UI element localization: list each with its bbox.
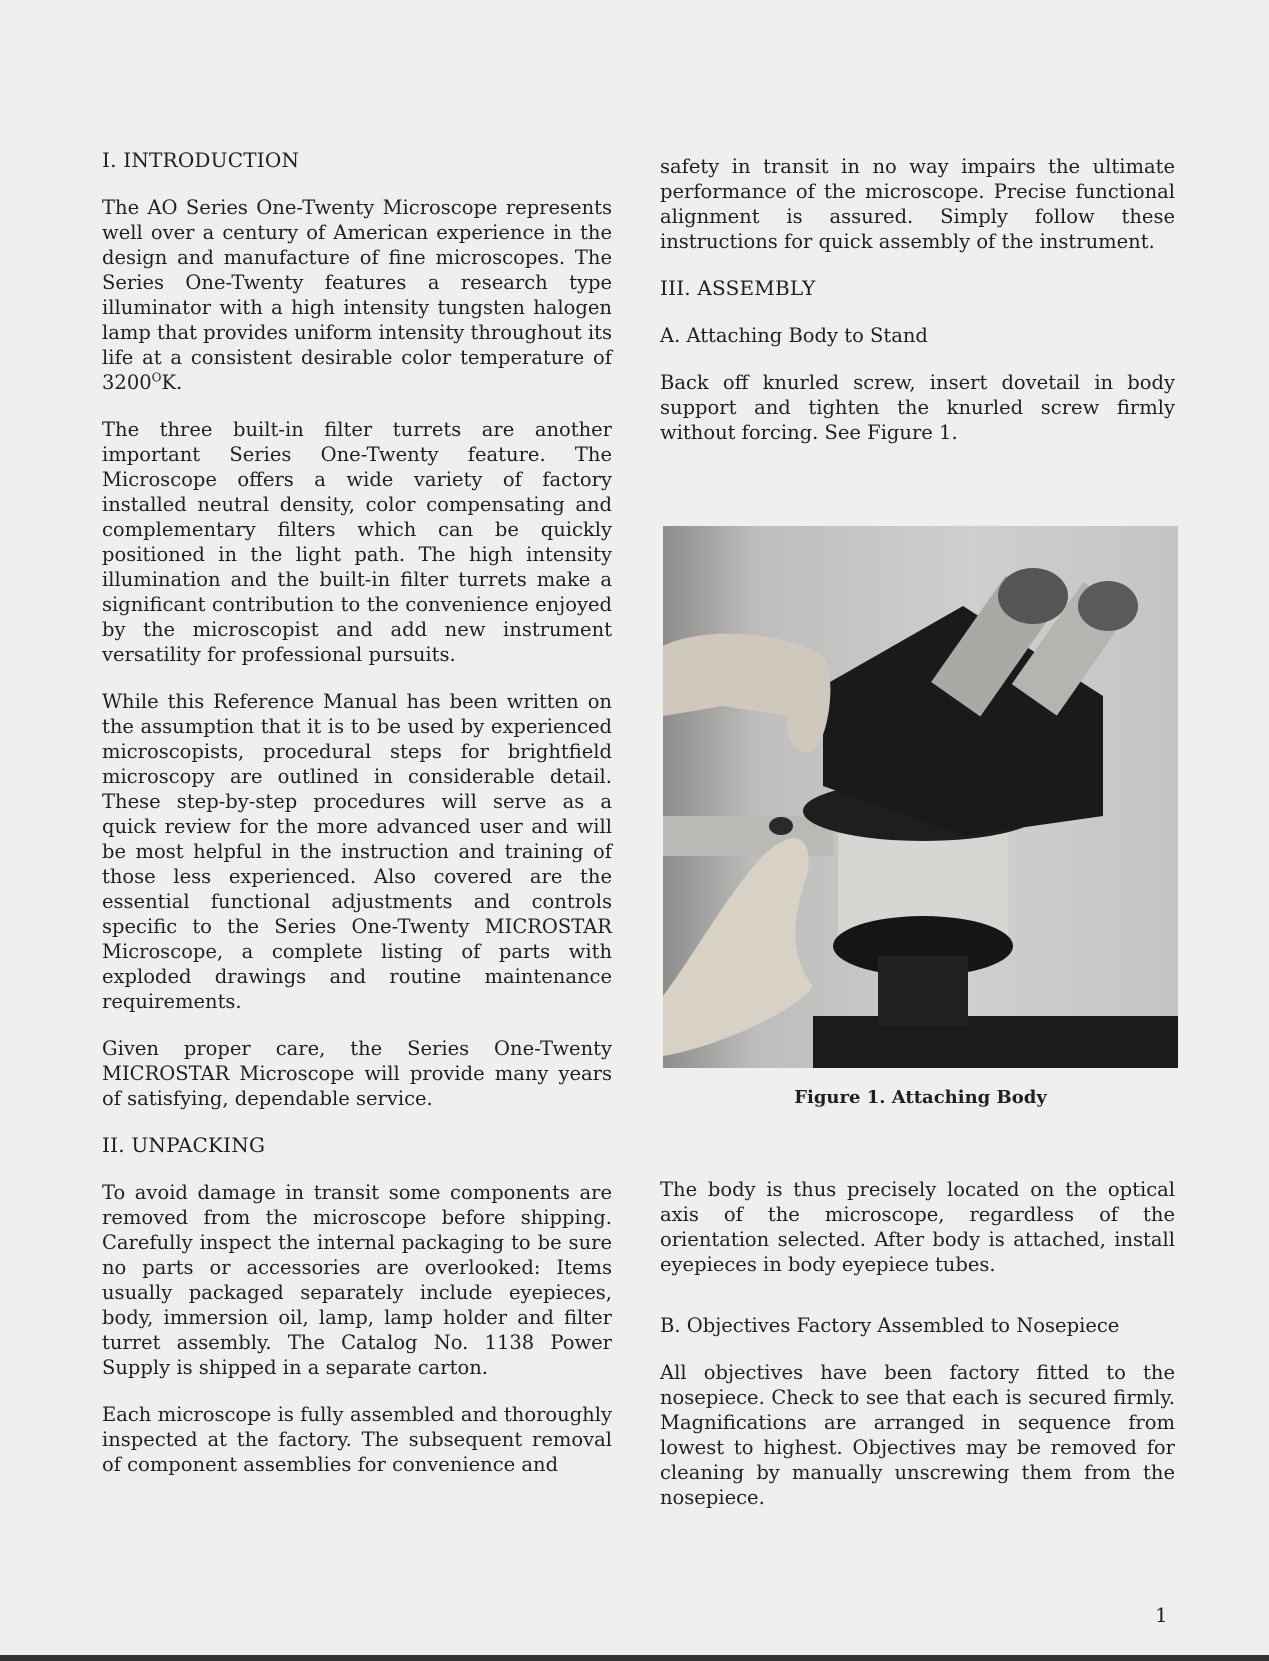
- objectives-subheading: B. Objectives Factory Assembled to Nosepiece: [660, 1314, 1120, 1337]
- eyepiece-left: [998, 568, 1068, 624]
- right-column: [660, 154, 1175, 467]
- intro-p1-text: The AO Series One-Twenty Microscope represents well over a century of American experience in the design and manufacture of fine microscopes. The Series One-Twenty features a research type illuminator with a high intensity tungsten halogen lamp that provides uniform intensity throughout its life at a consistent desirable color temperature of 3200: [102, 196, 612, 394]
- attaching-body-paragraph: Back off knurled screw, insert dovetail in body support and tighten the knurled screw firmly without forcing. See Figure 1.: [660, 371, 1175, 444]
- figure-caption: Figure 1. Attaching Body: [794, 1087, 1047, 1108]
- knurled-screw: [769, 817, 793, 835]
- objective: [878, 956, 968, 1026]
- upper-hand: [663, 634, 830, 752]
- intro-p1-end: K.: [161, 371, 183, 394]
- degree-mark: O: [151, 370, 162, 385]
- body-location-paragraph: The body is thus precisely located on the optical axis of the microscope, regardless of the orientation selected. After body is attached, install eyepieces in body eyepiece tubes.: [660, 1178, 1175, 1276]
- unpacking-heading: II. UNPACKING: [102, 1133, 266, 1157]
- continued-paragraph: safety in transit in no way impairs the ultimate performance of the microscope. Precise functional alignment is assured. Simply follow these instructions for quick assembly of the instrument.: [660, 155, 1175, 253]
- introduction-heading: I. INTRODUCTION: [102, 148, 300, 172]
- stand-base: [813, 1016, 1178, 1068]
- introduction-paragraph-3: While this Reference Manual has been written on the assumption that it is to be used by experienced microscopists, procedural steps for brightfield microscopy are outlined in considerable detail. These step-by-step procedures will serve as a quick review for the more advanced user and will be most helpful in the instruction and training of those less experienced. Also covered are the essential functional adjustments and controls specific to the Series One-Twenty MICROSTAR Microscope, a complete listing of parts with exploded drawings and routine maintenance requirements.: [102, 690, 612, 1013]
- unpacking-paragraph-2: Each microscope is fully assembled and thoroughly inspected at the factory. The subsequent removal of component assemblies for convenience and: [102, 1403, 612, 1476]
- microscope-photo-illustration: [663, 526, 1178, 1068]
- introduction-paragraph-1: [102, 195, 612, 395]
- microscope-photo: [663, 526, 1178, 1068]
- attaching-body-subheading: A. Attaching Body to Stand: [660, 324, 928, 347]
- introduction-paragraph-2: The three built-in filter turrets are another important Series One-Twenty feature. The Microscope offers a wide variety of factory installed neutral density, color compensating and complementary filters which can be quickly positioned in the light path. The high intensity illumination and the built-in filter turrets make a significant contribution to the convenience enjoyed by the microscopist and add new instrument versatility for professional pursuits.: [102, 418, 612, 666]
- lower-hand: [663, 838, 813, 1056]
- right-column-lower: [660, 1177, 1175, 1532]
- introduction-paragraph-4: Given proper care, the Series One-Twenty MICROSTAR Microscope will provide many years of satisfying, dependable service.: [102, 1037, 612, 1110]
- objectives-paragraph: All objectives have been factory fitted to the nosepiece. Check to see that each is secured firmly. Magnifications are arranged in sequence from lowest to highest. Objectives may be removed for cleaning by manually unscrewing them from the nosepiece.: [660, 1361, 1175, 1509]
- stand-arm: [663, 816, 833, 856]
- left-column: [102, 148, 612, 1499]
- page-number: 1: [1155, 1603, 1168, 1627]
- unpacking-paragraph-1: To avoid damage in transit some components are removed from the microscope before shipping. Carefully inspect the internal packaging to be sure no parts or accessories are overlooked: Items usually packaged separately include eyepieces, body, immersion oil, lamp, lamp holder and filter turret assembly. The Catalog No. 1138 Power Supply is shipped in a separate carton.: [102, 1181, 612, 1379]
- eyepiece-right: [1078, 581, 1138, 631]
- scan-bottom-edge: [0, 1655, 1269, 1661]
- assembly-heading: III. ASSEMBLY: [660, 276, 816, 300]
